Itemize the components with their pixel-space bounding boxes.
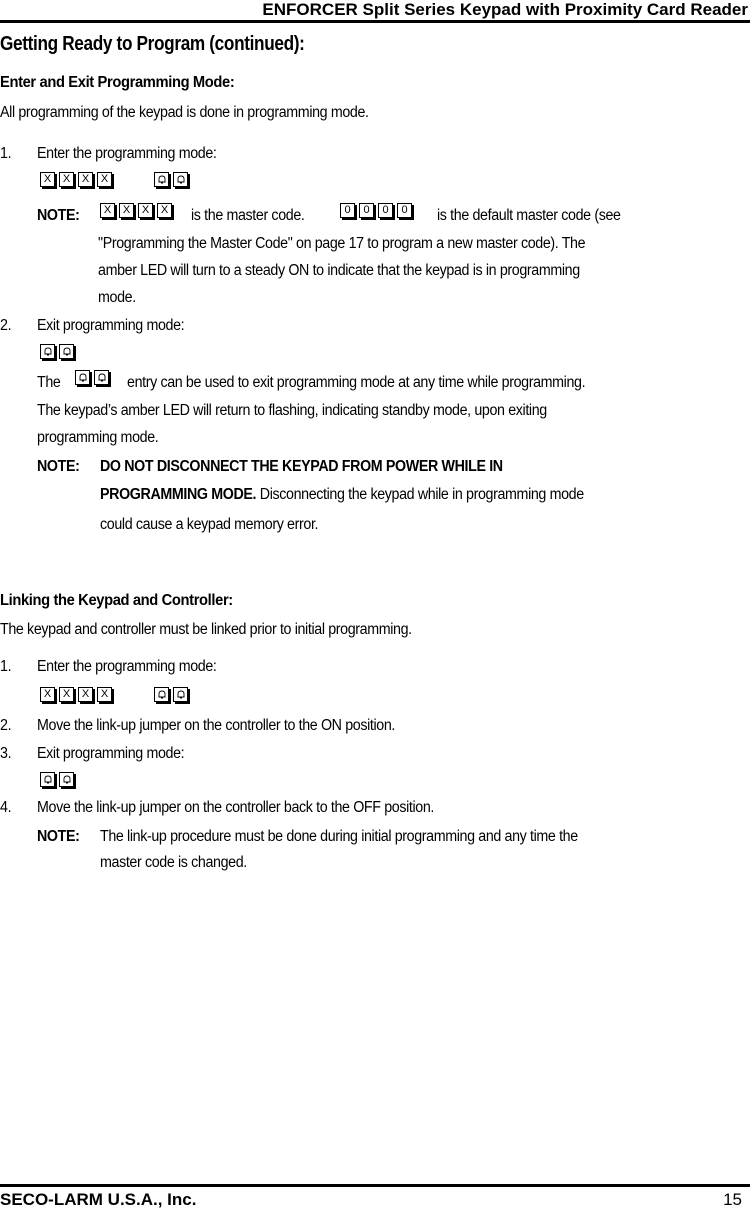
exit-text: The	[37, 374, 61, 391]
key-zero: 0	[359, 203, 374, 218]
intro-text: All programming of the keypad is done in programming mode.	[0, 104, 369, 121]
key-x: X	[138, 203, 153, 218]
key-x: X	[78, 172, 93, 187]
key-x: X	[97, 687, 112, 702]
master-code-keys	[40, 687, 112, 702]
step-text: Exit programming mode:	[37, 317, 185, 334]
step-text: Enter the programming mode:	[37, 145, 217, 162]
step-number: 4.	[0, 799, 12, 816]
exit-text: The keypad’s amber LED will return to flashing, indicating standby mode, upon exiting	[37, 402, 547, 419]
note-text: master code is changed.	[100, 854, 247, 871]
step-text: Move the link-up jumper on the controller to the ON position.	[37, 717, 396, 734]
bell-icon	[173, 687, 188, 702]
bell-icon	[94, 370, 109, 385]
bell-icon	[154, 687, 169, 702]
note-text: "Programming the Master Code" on page 17 to program a new master code). The	[98, 235, 586, 252]
warning-text: could cause a keypad memory error.	[100, 516, 319, 533]
footer-rule	[0, 1184, 750, 1187]
exit-text: programming mode.	[37, 429, 159, 446]
step-number: 2.	[0, 317, 12, 334]
key-x: X	[100, 203, 115, 218]
intro-text: The keypad and controller must be linked prior to initial programming.	[0, 621, 412, 638]
bell-icon	[173, 172, 188, 187]
key-x: X	[59, 172, 74, 187]
step-number: 2.	[0, 717, 12, 734]
key-zero: 0	[378, 203, 393, 218]
key-x: X	[59, 687, 74, 702]
note-text: amber LED will turn to a steady ON to indicate that the keypad is in programming	[98, 262, 580, 279]
step-number: 1.	[0, 145, 12, 162]
key-x: X	[97, 172, 112, 187]
warning-text: Disconnecting the keypad while in programming mode	[259, 486, 584, 503]
key-x: X	[78, 687, 93, 702]
note-text: is the default master code (see	[437, 207, 621, 224]
step-number: 1.	[0, 658, 12, 675]
note-text: is the master code.	[191, 207, 305, 224]
page-header	[0, 0, 750, 22]
bell-keys	[40, 772, 74, 787]
subheading-programming-mode: Enter and Exit Programming Mode:	[0, 74, 235, 91]
master-code-keys	[40, 172, 112, 187]
key-zero: 0	[340, 203, 355, 218]
key-x: X	[157, 203, 172, 218]
note-label: NOTE:	[37, 828, 80, 845]
note-text: mode.	[98, 289, 136, 306]
step-text: Enter the programming mode:	[37, 658, 217, 675]
bell-keys	[154, 687, 188, 702]
page-number: 15	[723, 1190, 742, 1209]
bell-icon	[59, 772, 74, 787]
bell-icon	[40, 772, 55, 787]
subheading-linking: Linking the Keypad and Controller:	[0, 592, 233, 609]
header-rule	[0, 20, 750, 23]
note-label: NOTE:	[37, 207, 80, 224]
note-text: The link-up procedure must be done during initial programming and any time the	[100, 828, 578, 845]
key-x: X	[40, 172, 55, 187]
note-label: NOTE:	[37, 458, 80, 475]
key-zero: 0	[397, 203, 412, 218]
bell-icon	[40, 344, 55, 359]
document-title: ENFORCER Split Series Keypad with Proximity Card Reader	[262, 0, 748, 19]
bell-keys	[75, 370, 109, 385]
company-name: SECO-LARM U.S.A., Inc.	[0, 1190, 197, 1209]
warning-text: PROGRAMMING MODE.	[100, 486, 257, 503]
bell-keys	[154, 172, 188, 187]
key-x: X	[40, 687, 55, 702]
step-text: Exit programming mode:	[37, 745, 185, 762]
step-number: 3.	[0, 745, 12, 762]
warning-text: DO NOT DISCONNECT THE KEYPAD FROM POWER WHILE IN	[100, 458, 503, 475]
bell-keys	[40, 344, 74, 359]
bell-icon	[59, 344, 74, 359]
section-heading: Getting Ready to Program (continued):	[0, 33, 305, 55]
bell-icon	[75, 370, 90, 385]
key-x: X	[119, 203, 134, 218]
exit-text: entry can be used to exit programming mode at any time while programming.	[127, 374, 586, 391]
default-code-keys	[340, 203, 412, 218]
master-code-keys	[100, 203, 172, 218]
warning-line	[100, 484, 584, 506]
step-text: Move the link-up jumper on the controller back to the OFF position.	[37, 799, 435, 816]
bell-icon	[154, 172, 169, 187]
